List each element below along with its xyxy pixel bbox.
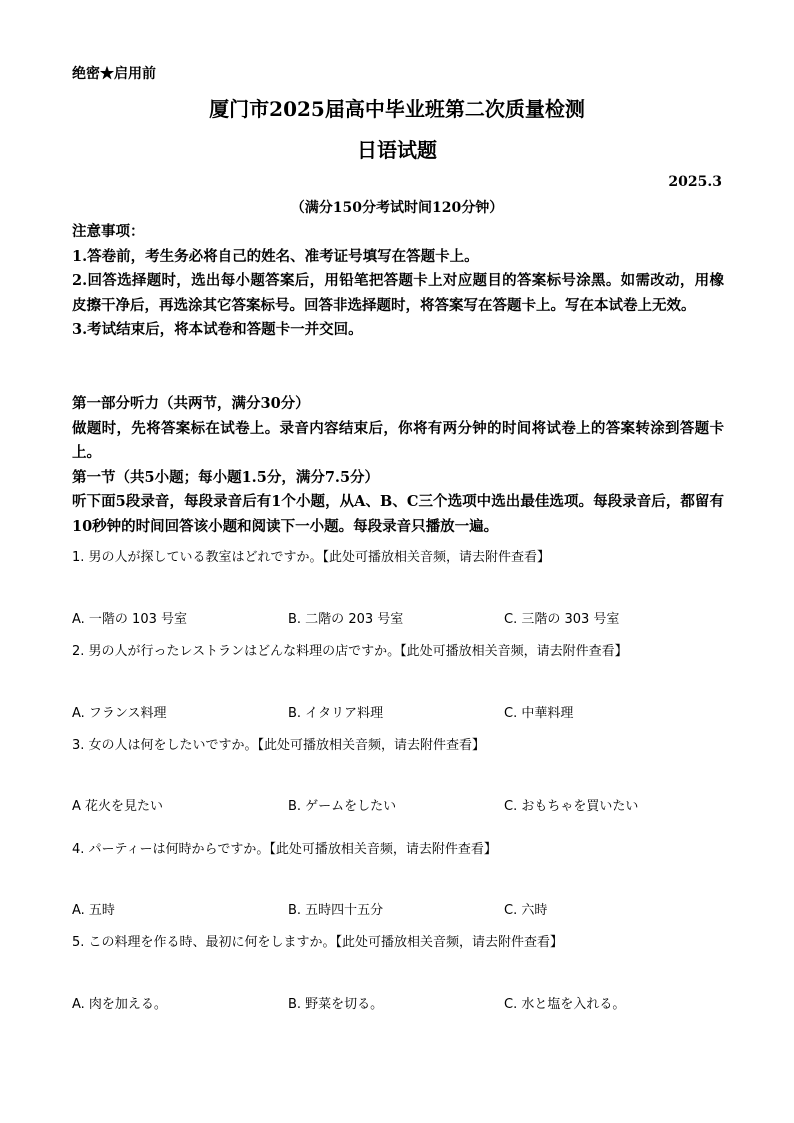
confidential-mark: 绝密★启用前 <box>72 66 156 82</box>
q2-option-b: B. イタリア料理 <box>288 706 384 721</box>
q3-option-b: B. ゲームをしたい <box>288 799 397 814</box>
q2-option-a: A. フランス料理 <box>72 706 167 721</box>
q1-option-c: C. 三階の 303 号室 <box>504 612 620 627</box>
q3-option-a: A 花火を見たい <box>72 799 164 814</box>
part1-section <box>72 392 724 539</box>
q2-option-c: C. 中華料理 <box>504 706 574 721</box>
exam-title: 厦门市2025届高中毕业班第二次质量检测 <box>209 97 585 121</box>
part1-heading: 第一部分听力（共两节，满分30分） <box>72 395 310 412</box>
part1-intro: 做题时，先将答案标在试卷上。录音内容结束后，你将有两分钟的时间将试卷上的答案转涂到答题卡上。 <box>72 419 724 461</box>
q4-option-b: B. 五時四十五分 <box>288 903 384 918</box>
q4-option-c: C. 六時 <box>504 903 548 918</box>
question-3: 3. 女の人は何をしたいですか。【此处可播放相关音频，请去附件查看】 <box>72 738 486 753</box>
exam-subtitle: 日语试题 <box>357 138 437 162</box>
q5-option-b: B. 野菜を切る。 <box>288 997 384 1012</box>
question-2: 2. 男の人が行ったレストランはどんな料理の店ですか。【此处可播放相关音频，请去附件查看】 <box>72 644 628 659</box>
q1-option-b: B. 二階の 203 号室 <box>288 612 404 627</box>
q5-option-c: C. 水と塩を入れる。 <box>504 997 626 1012</box>
section1-intro: 听下面5段录音，每段录音后有1个小题，从A、B、C三个选项中选出最佳选项。每段录音后，都留有10秒钟的时间回答该小题和阅读下一小题。每段录音只播放一遍。 <box>72 493 724 535</box>
question-4: 4. パーティーは何時からですか。【此处可播放相关音频，请去附件查看】 <box>72 842 497 857</box>
question-1: 1. 男の人が探している教室はどれですか。【此处可播放相关音频，请去附件查看】 <box>72 550 551 565</box>
notes-section <box>72 220 724 343</box>
q1-option-a: A. 一階の 103 号室 <box>72 612 188 627</box>
q3-option-c: C. おもちゃを買いたい <box>504 799 639 814</box>
question-5: 5. この料理を作る時、最初に何をしますか。【此处可播放相关音频，请去附件查看】 <box>72 935 564 950</box>
notes-heading: 注意事项： <box>72 223 145 240</box>
exam-date: 2025.3 <box>668 174 722 190</box>
exam-info: （满分150分考试时间120分钟） <box>290 200 504 216</box>
q4-option-a: A. 五時 <box>72 903 115 918</box>
note-item: 1.答卷前，考生务必将自己的姓名、准考证号填写在答题卡上。 <box>72 247 479 265</box>
note-item: 3.考试结束后，将本试卷和答题卡一并交回。 <box>72 321 363 338</box>
q5-option-a: A. 肉を加える。 <box>72 997 167 1012</box>
note-item: 2.回答选择题时，选出每小题答案后，用铅笔把答题卡上对应题目的答案标号涂黑。如需改动，用橡皮擦干净后，再选涂其它答案标号。回答非选择题时，将答案写在答题卡上。写在本试卷上无效。 <box>72 272 724 314</box>
section1-heading: 第一节（共5小题；每小题1.5分，满分7.5分） <box>72 468 380 486</box>
